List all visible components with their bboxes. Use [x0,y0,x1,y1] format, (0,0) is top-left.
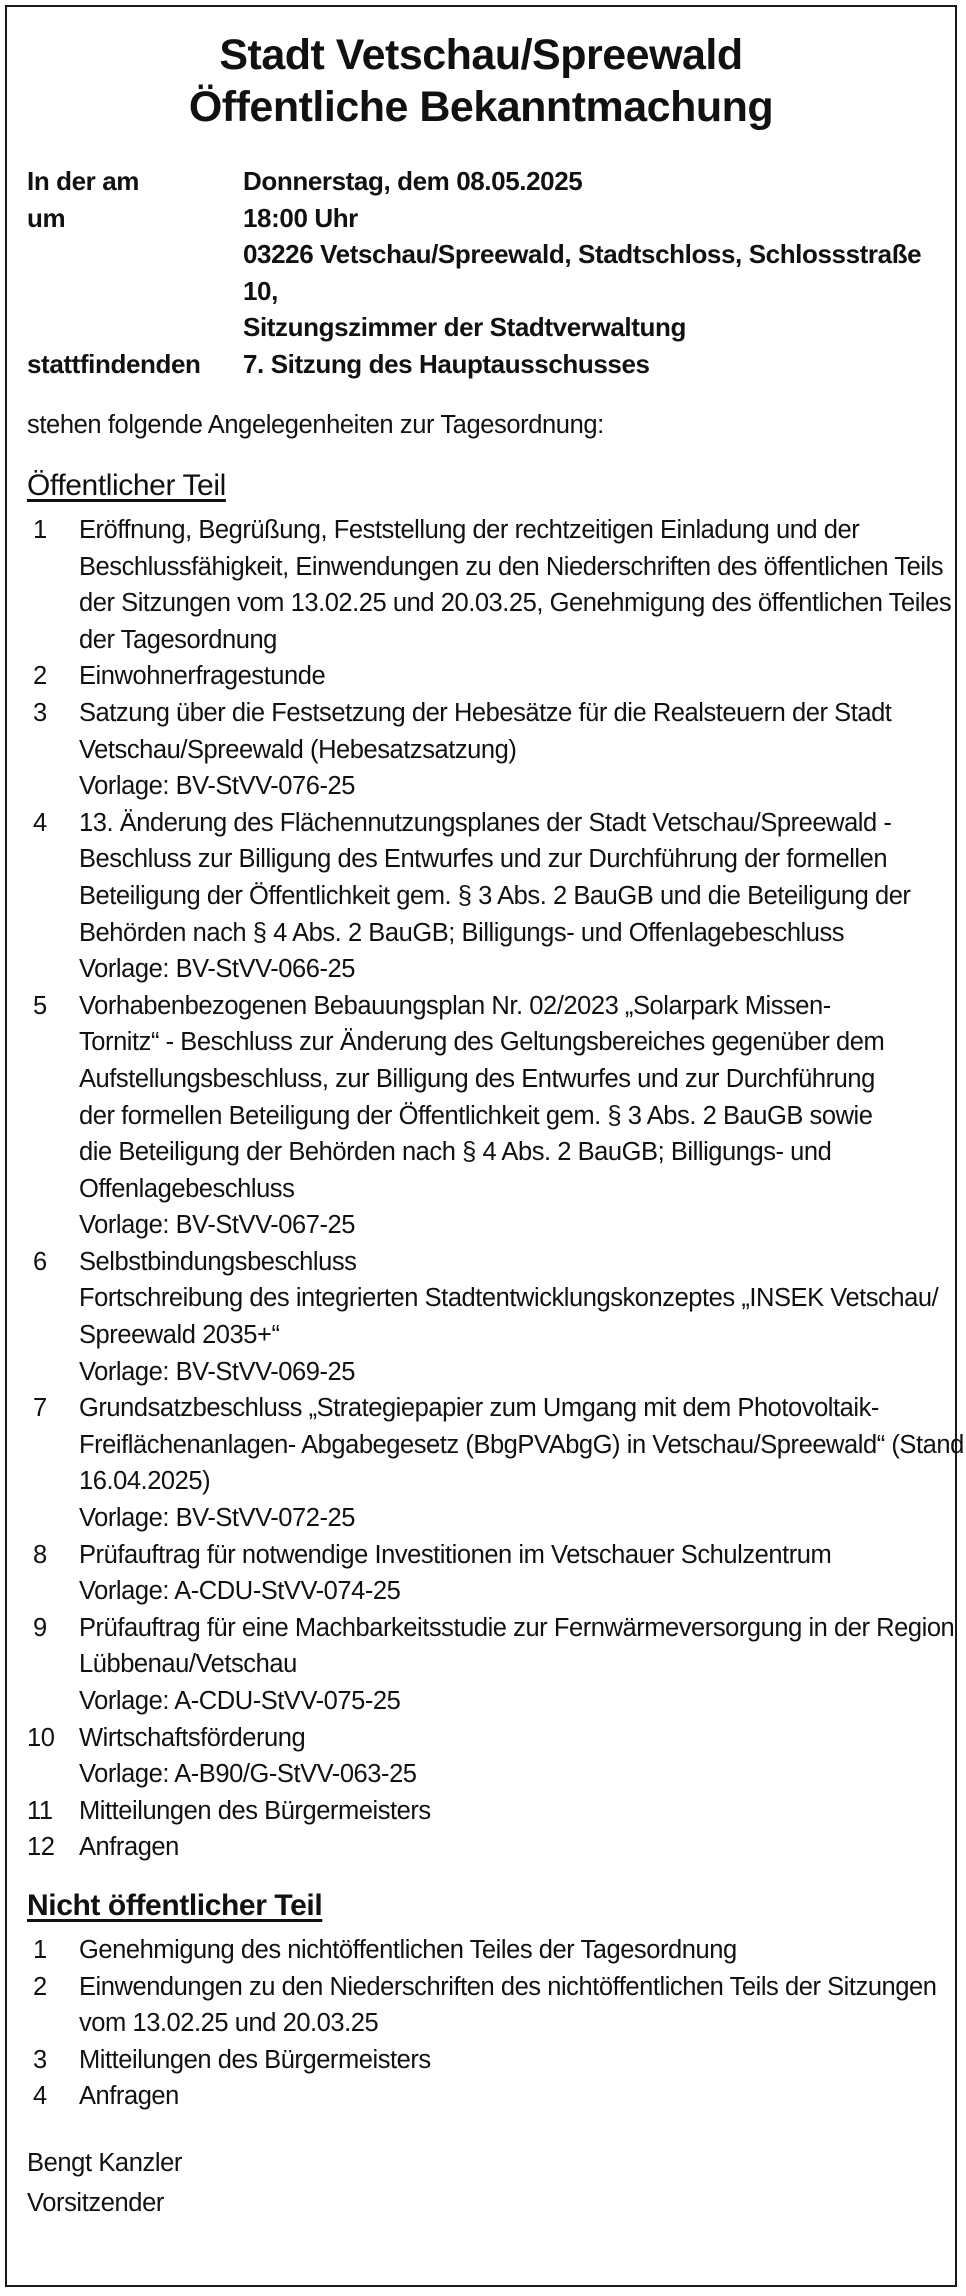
agenda-item-text [79,512,951,658]
agenda-item [27,512,952,658]
agenda-item-line: Vorlage: BV-StVV-076-25 [79,772,356,801]
signer-role: Vorsitzender [27,2188,164,2217]
agenda-item-number: 3 [33,698,47,727]
meeting-row-key: In der am [27,166,139,196]
agenda-item-line: vom 13.02.25 und 20.03.25 [79,2009,379,2038]
agenda-item-line: Vorlage: A-CDU-StVV-075-25 [79,1687,401,1715]
signature-block [27,2143,955,2223]
private-agenda-list [27,1932,939,2115]
agenda-item [27,658,939,695]
agenda-item [27,1932,939,1969]
agenda-item-line: Spreewald 2035+“ [79,1321,280,1350]
agenda-item-number: 3 [33,2045,47,2074]
agenda-item [27,988,939,1244]
agenda-item-number: 4 [33,808,47,837]
agenda-item-line: Tornitz“ - Beschluss zur Änderung des Geltungsbereiches gegenüber dem [79,1028,885,1057]
agenda-item-line: Freiflächenanlagen- Abgabegesetz (BbgPVAbgG) in Vetschau/Spreewald“ (Stand [79,1430,964,1459]
agenda-item-line: Vorlage: BV-StVV-067-25 [79,1211,356,1240]
city-title: Stadt Vetschau/Spreewald [219,31,743,79]
agenda-item-line: Vetschau/Spreewald (Hebesatzsatzung) [79,735,517,764]
agenda-item-line: die Beteiligung der Behörden nach § 4 Abs. 2 BauGB; Billigungs- und [79,1138,832,1167]
agenda-item-text [79,988,939,1244]
meeting-row [27,163,955,200]
agenda-item-line: Vorlage: A-CDU-StVV-074-25 [79,1577,401,1606]
agenda-item-line: 13. Änderung des Flächennutzungsplanes der Stadt Vetschau/Spreewald - [79,808,892,837]
agenda-item-line: 16.04.2025) [79,1467,211,1496]
meeting-row [27,236,955,309]
agenda-item-line: Vorhabenbezogenen Bebauungsplan Nr. 02/2023 „Solarpark Missen- [79,991,831,1020]
agenda-item-text [79,1390,964,1536]
agenda-item-line: Vorlage: BV-StVV-072-25 [79,1504,356,1533]
agenda-item-line: der Sitzungen vom 13.02.25 und 20.03.25, Genehmigung des öffentlichen Teiles [79,589,952,618]
agenda-item-number: 11 [27,1796,53,1825]
agenda-item-text [79,805,939,988]
meeting-time: 18:00 Uhr [243,202,358,233]
agenda-item-line: Grundsatzbeschluss „Strategiepapier zum Umgang mit dem Photovoltaik- [79,1394,879,1423]
agenda-item-line: Lübbenau/Vetschau [79,1650,297,1679]
agenda-item-text [79,1932,939,1969]
agenda-item-line: Eröffnung, Begrüßung, Feststellung der rechtzeitigen Einladung und der [79,516,860,544]
public-agenda-list [27,512,964,1866]
agenda-item-line: Genehmigung des nichtöffentlichen Teiles der Tagesordnung [79,1935,737,1964]
meeting-details [27,163,955,382]
agenda-item-number: 7 [33,1394,47,1423]
agenda-item-text [79,695,939,805]
agenda-item-text [79,1793,939,1830]
meeting-row-key [27,309,243,346]
agenda-item [27,1829,939,1866]
agenda-item-line: Behörden nach § 4 Abs. 2 BauGB; Billigungs- und Offenlagebeschluss [79,918,845,947]
agenda-item-line: Wirtschaftsförderung [79,1723,306,1752]
agenda-item-text [79,658,939,695]
meeting-row [27,309,955,346]
meeting-committee: 7. Sitzung des Hauptausschusses [243,348,650,379]
agenda-item-number: 8 [33,1540,47,1569]
agenda-item-line: Satzung über die Festsetzung der Hebesätze für die Realsteuern der Stadt [79,698,892,727]
meeting-row [27,346,955,383]
agenda-item [27,805,939,988]
agenda-item-text [79,1610,954,1720]
agenda-item-text [79,1244,939,1390]
agenda-item-line: Selbstbindungsbeschluss [79,1247,357,1276]
agenda-item-line: Beschluss zur Billigung des Entwurfes und zur Durchführung der formellen [79,845,888,874]
agenda-item-number: 4 [33,2082,47,2111]
agenda-item-number: 9 [33,1613,47,1642]
agenda-item-line: Prüfauftrag für eine Machbarkeitsstudie zur Fernwärmeversorgung in der Region [79,1613,955,1642]
agenda-item-line: Mitteilungen des Bürgermeisters [79,2045,431,2074]
agenda-item-text [79,1829,939,1866]
agenda-item-line: Vorlage: BV-StVV-066-25 [79,955,356,984]
agenda-item-number: 6 [33,1247,47,1276]
public-part-title: Öffentlicher Teil [27,469,226,502]
agenda-item [27,1720,939,1793]
meeting-date: Donnerstag, dem 08.05.2025 [243,166,583,196]
agenda-item-number: 1 [33,516,47,544]
agenda-intro: stehen folgende Angelegenheiten zur Tagesordnung: [27,411,604,439]
agenda-item-line: der Tagesordnung [79,625,277,654]
agenda-item [27,1969,939,2042]
agenda-item [27,1793,939,1830]
agenda-item-line: Offenlagebeschluss [79,1174,295,1203]
public-notice [5,5,964,2287]
agenda-item [27,695,939,805]
agenda-item-line: Prüfauftrag für notwendige Investitionen im Vetschauer Schulzentrum [79,1540,832,1569]
signer-name: Bengt Kanzler [27,2148,182,2177]
agenda-item [27,2042,939,2079]
private-part-title: Nicht öffentlicher Teil [27,1888,323,1922]
agenda-item-line: Aufstellungsbeschluss, zur Billigung des Entwurfes und zur Durchführung [79,1064,875,1093]
agenda-item [27,1610,955,1720]
agenda-item-line: Anfragen [79,2082,179,2111]
meeting-room: Sitzungszimmer der Stadtverwaltung [243,312,686,342]
meeting-row [27,200,955,237]
agenda-item-number: 2 [33,1972,47,2001]
agenda-item [27,2078,939,2115]
meeting-row-key [27,236,243,309]
agenda-item [27,1390,964,1536]
notice-title: Öffentliche Bekanntmachung [188,83,774,131]
meeting-row-key: um [27,202,66,233]
agenda-item [27,1537,939,1610]
agenda-item-line: Fortschreibung des integrierten Stadtentwicklungskonzeptes „INSEK Vetschau/ [79,1284,939,1313]
agenda-item-line: der formellen Beteiligung der Öffentlichkeit gem. § 3 Abs. 2 BauGB sowie [79,1101,873,1130]
agenda-item-line: Beschlussfähigkeit, Einwendungen zu den Niederschriften des öffentlichen Teils [79,552,944,581]
agenda-item-number: 12 [27,1833,55,1862]
agenda-item-number: 10 [27,1723,55,1752]
meeting-address: 03226 Vetschau/Spreewald, Stadtschloss, Schlossstraße 10, [243,239,922,306]
agenda-item-line: Vorlage: BV-StVV-069-25 [79,1357,356,1386]
agenda-item-line: Vorlage: A-B90/G-StVV-063-25 [79,1760,417,1789]
agenda-item-text [79,2078,939,2115]
agenda-item-line: Mitteilungen des Bürgermeisters [79,1796,431,1825]
agenda-item-number: 2 [33,662,47,691]
notice-heading [7,29,955,133]
agenda-item-line: Anfragen [79,1833,179,1862]
agenda-item-number: 5 [33,991,47,1020]
agenda-item-line: Einwendungen zu den Niederschriften des nichtöffentlichen Teils der Sitzungen [79,1972,937,2001]
agenda-item-number: 1 [33,1935,47,1964]
agenda-item [27,1244,939,1390]
agenda-item-line: Beteiligung der Öffentlichkeit gem. § 3 Abs. 2 BauGB und die Beteiligung der [79,881,911,910]
agenda-item-text [79,1537,939,1610]
agenda-item-text [79,1969,939,2042]
agenda-item-text [79,2042,939,2079]
agenda-item-text [79,1720,939,1793]
agenda-item-line: Einwohnerfragestunde [79,662,326,691]
meeting-row-key: stattfindenden [27,348,201,379]
